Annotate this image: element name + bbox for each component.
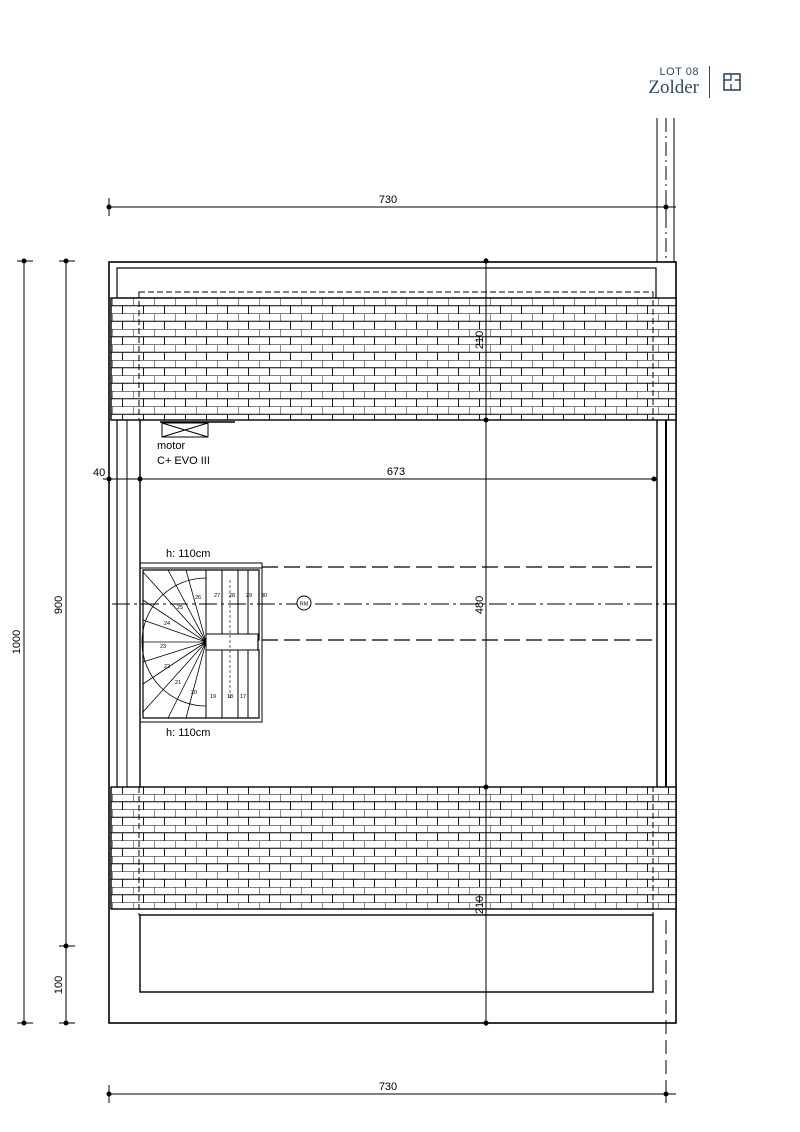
dim-bottom-width: 730 [378, 1081, 398, 1093]
step-30: 30 [260, 593, 268, 599]
stair-height-top: h: 110cm [166, 548, 211, 560]
dim-left-offset: 40 [93, 467, 106, 479]
motor-unit [157, 422, 235, 467]
step-28: 28 [228, 593, 236, 599]
dim-center-depth: 480 [474, 595, 486, 615]
ridge-marker-label: RM [299, 601, 309, 608]
step-18: 18 [226, 694, 234, 700]
dimension-top [107, 194, 677, 216]
step-21: 21 [174, 680, 182, 686]
step-25: 25 [176, 605, 184, 611]
step-27: 27 [213, 593, 221, 599]
dim-roof-bottom: 210 [474, 895, 486, 915]
roof-tiles-bottom [111, 787, 676, 915]
staircase [140, 548, 267, 739]
dim-terrace-depth: 100 [53, 975, 65, 995]
dim-main-depth: 900 [53, 595, 65, 615]
motor-label: motor [157, 440, 186, 452]
dimension-left [11, 259, 75, 1026]
step-24: 24 [163, 621, 171, 627]
lot-label: LOT 08 [659, 66, 699, 78]
motor-model-label: C+ EVO III [157, 455, 210, 467]
dimension-bottom [107, 1081, 677, 1103]
dim-inner-width: 673 [386, 466, 406, 478]
floor-name: Zolder [648, 77, 699, 98]
dim-total-depth: 1000 [11, 629, 23, 655]
dimension-inner [93, 466, 657, 482]
stair-height-bottom: h: 110cm [166, 727, 211, 739]
dim-top-width: 730 [378, 194, 398, 206]
dim-roof-top: 210 [474, 330, 486, 350]
step-19: 19 [209, 694, 217, 700]
step-22: 22 [163, 664, 171, 670]
step-26: 26 [194, 595, 202, 601]
step-23: 23 [159, 644, 167, 650]
step-20: 20 [190, 690, 198, 696]
roof-tiles-top [111, 292, 676, 420]
step-29: 29 [245, 593, 253, 599]
step-17: 17 [239, 694, 247, 700]
terrace [140, 915, 653, 992]
ridge-lines [112, 567, 676, 640]
